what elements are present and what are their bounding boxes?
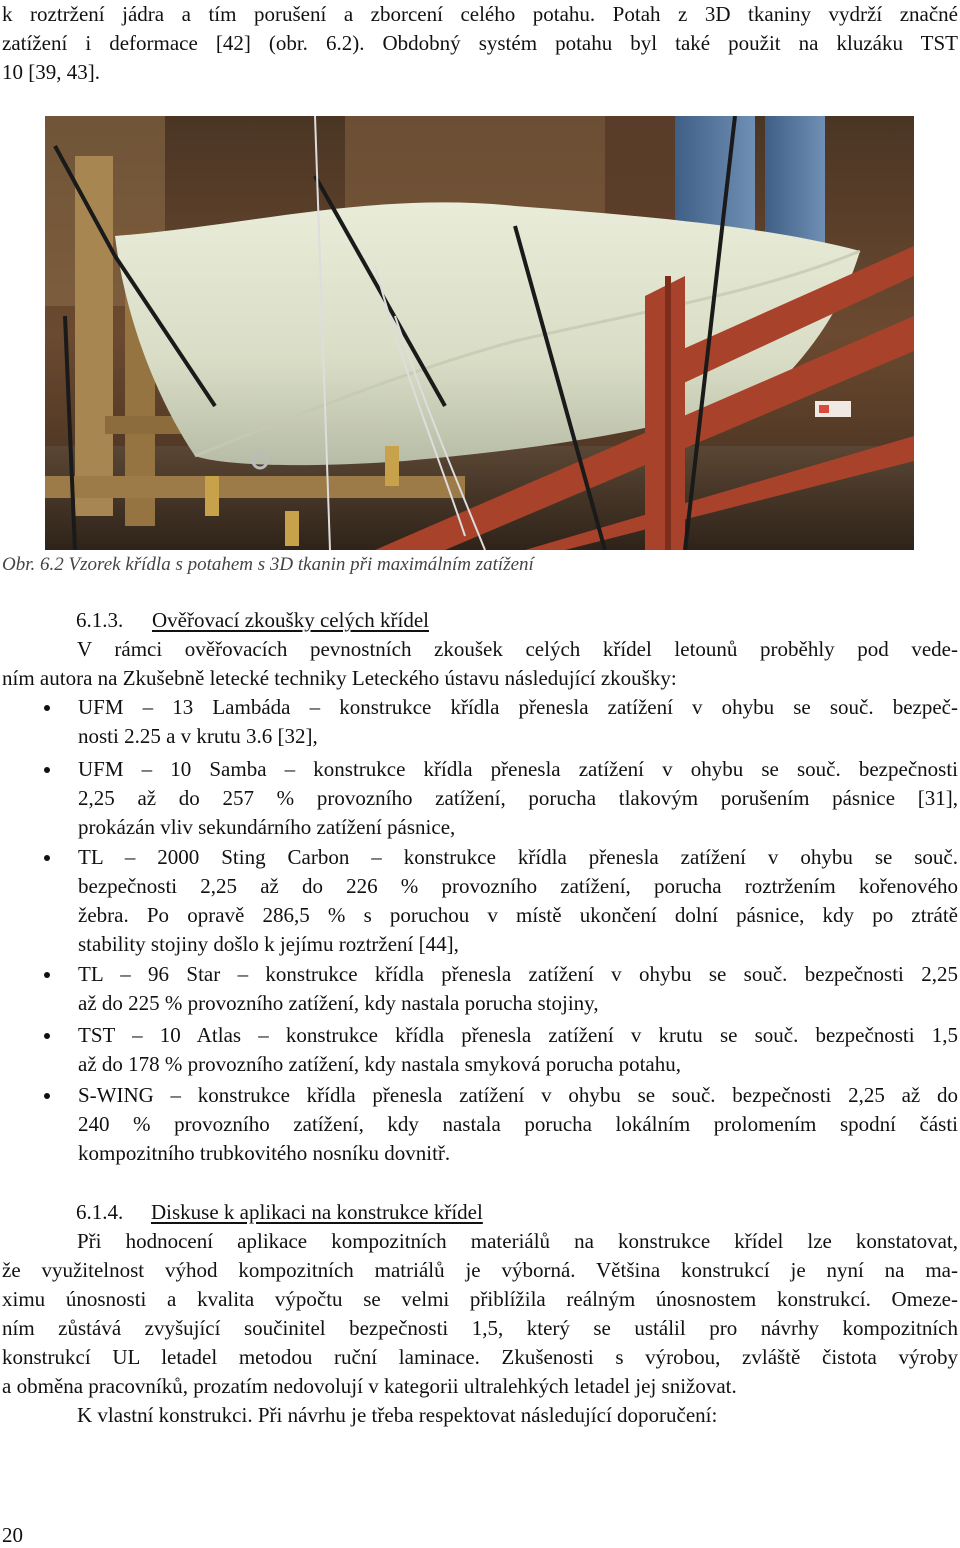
list-item-line: S-WING – konstrukce křídla přenesla zatížení v ohybu se souč. bezpečnosti 2,25 až do	[78, 1083, 958, 1107]
section-title: Ověřovací zkoušky celých křídel	[152, 608, 429, 632]
paragraph-line: V rámci ověřovacích pevnostních zkoušek celých křídel letounů proběhly pod vede-	[77, 637, 958, 661]
intro-line-1: k roztržení jádra a tím porušení a zborcení celého potahu. Potah z 3D tkaniny vydrží značné	[2, 2, 958, 26]
section-number: 6.1.3.	[76, 608, 124, 632]
paragraph-line: ním autora na Zkušebně letecké techniky Leteckého ústavu následující zkoušky:	[2, 666, 677, 690]
bullet-dot	[44, 1093, 50, 1099]
section-number: 6.1.4.	[76, 1200, 124, 1224]
list-item-line: až do 225 % provozního zatížení, kdy nastala porucha stojiny,	[78, 991, 599, 1015]
list-item-line: bezpečnosti 2,25 až do 226 % provozního zatížení, porucha roztržením kořenového	[78, 874, 958, 898]
paragraph-line: ním zůstává zvyšující součinitel bezpečnosti 1,5, který se ustálil pro návrhy kompozitních	[2, 1316, 958, 1340]
paragraph-line: že využitelnost výhod kompozitních matriálů je výborná. Většina konstrukcí je nyní na ma-	[2, 1258, 958, 1282]
intro-line-2: zatížení i deformace [42] (obr. 6.2). Obdobný systém potahu byl také použit na kluzáku TST	[2, 31, 958, 55]
list-item-line: žebra. Po opravě 286,5 % s poruchou v místě ukončení dolní pásnice, kdy po ztrátě	[78, 903, 958, 927]
figure-caption: Obr. 6.2 Vzorek křídla s potahem s 3D tkanin při maximálním zatížení	[2, 554, 534, 575]
list-item-line: stability stojiny došlo k jejímu roztržení [44],	[78, 932, 459, 956]
list-item-line: TST – 10 Atlas – konstrukce křídla přenesla zatížení v krutu se souč. bezpečnosti 1,5	[78, 1023, 958, 1047]
bullet-dot	[44, 1033, 50, 1039]
paragraph-line: a obměna pracovníků, prozatím nedovolují v kategorii ultralehkých letadel jej snižovat.	[2, 1374, 737, 1398]
list-item-line: 2,25 až do 257 % provozního zatížení, porucha tlakovým porušením pásnice [31],	[78, 786, 958, 810]
list-item-line: nosti 2.25 a v krutu 3.6 [32],	[78, 724, 318, 748]
bullet-dot	[44, 767, 50, 773]
paragraph-line: Při hodnocení aplikace kompozitních materiálů na konstrukce křídel lze konstatovat,	[77, 1229, 958, 1253]
bullet-dot	[44, 705, 50, 711]
list-item-line: UFM – 13 Lambáda – konstrukce křídla přenesla zatížení v ohybu se souč. bezpeč-	[78, 695, 958, 719]
list-item-line: 240 % provozního zatížení, kdy nastala porucha lokálním prolomením spodní části	[78, 1112, 958, 1136]
list-item-line: až do 178 % provozního zatížení, kdy nastala smyková porucha potahu,	[78, 1052, 681, 1076]
paragraph-line: konstrukcí UL letadel metodou ruční laminace. Zkušenosti s výrobou, zvláště čistota výroby	[2, 1345, 958, 1369]
page-number: 20	[2, 1523, 23, 1547]
section-title: Diskuse k aplikaci na konstrukce křídel	[151, 1200, 483, 1224]
wing-test-photo	[45, 116, 914, 550]
list-item-line: TL – 96 Star – konstrukce křídla přenesla zatížení v ohybu se souč. bezpečnosti 2,25	[78, 962, 958, 986]
paragraph-line: ximu únosnosti a kvalita výpočtu se velmi přiblížila reálným únosnostem konstrukcí. Omeze-	[2, 1287, 958, 1311]
intro-line-3: 10 [39, 43].	[2, 60, 100, 84]
bullet-dot	[44, 972, 50, 978]
section-heading-613	[76, 606, 429, 635]
section-heading-614	[76, 1198, 483, 1227]
list-item-line: UFM – 10 Samba – konstrukce křídla přenesla zatížení v ohybu se souč. bezpečnosti	[78, 757, 958, 781]
list-item-line: TL – 2000 Sting Carbon – konstrukce křídla přenesla zatížení v ohybu se souč.	[78, 845, 958, 869]
list-item-line: kompozitního trubkovitého nosníku dovnitř.	[78, 1141, 451, 1165]
paragraph-line: K vlastní konstrukci. Při návrhu je třeba respektovat následující doporučení:	[77, 1403, 718, 1427]
list-item-line: prokázán vliv sekundárního zatížení pásnice,	[78, 815, 456, 839]
bullet-dot	[44, 855, 50, 861]
